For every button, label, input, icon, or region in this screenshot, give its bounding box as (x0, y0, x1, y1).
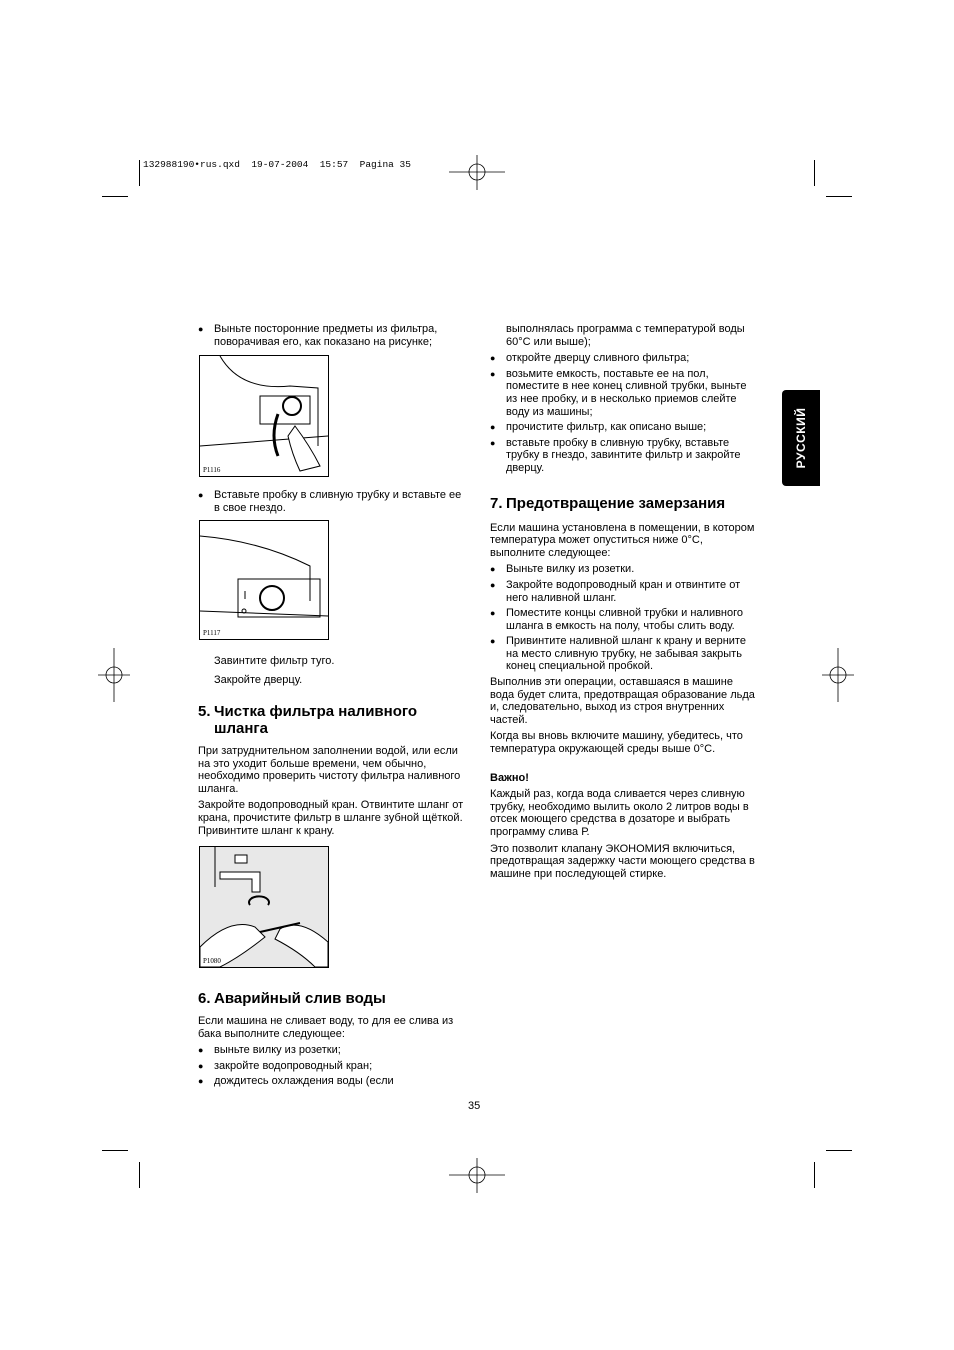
paragraph: Закройте дверцу. (214, 674, 303, 686)
section-title: шланга (214, 720, 269, 737)
list-item: ● откройте дверцу сливного фильтра; (490, 352, 760, 365)
list-item: ● Выньте посторонние предметы из фильтра, поворачивая его, как показано на рисунке; (198, 323, 466, 348)
paragraph: Если машина не сливает воду, то для ее слива из бака выполните следующее: (198, 1015, 454, 1040)
list-item: ● закройте водопроводный кран; (198, 1060, 466, 1073)
section-number: 5. (198, 703, 211, 720)
paragraph: Каждый раз, когда вода сливается через сливную трубку, необходимо вылить около 2 литров воды в отсек моющего средства в дозаторе и выбрать программу слива Р. (490, 788, 749, 838)
list-item: ● Привинтите наливной шланг к крану и верните на место сливную трубку, не забывая закрыть конец специальной пробкой. (490, 635, 760, 673)
paragraph: Это позволит клапану ЭКОНОМИЯ включиться, предотвращая задержку части моющего средства в машине при последующей стирке. (490, 842, 755, 880)
section-7-heading (490, 495, 760, 512)
paragraph: При затруднительном заполнении водой, или если на это уходит больше времени, чем обычно, необходимо проверить чистоту фильтра наливного шланга. (198, 745, 461, 795)
paragraph: Выполнив эти операции, оставшаяся в машине вода будет слита, предотвращая образование льда и, следовательно, выход из строя внутренних частей. (490, 676, 755, 726)
paragraph: Завинтите фильтр туго. (214, 655, 335, 667)
paragraph: Закройте водопроводный кран. Отвинтите шланг от крана, прочистите фильтр в шланге зубной щёткой. Привинтите шланг к крану. (198, 799, 464, 837)
right-column (490, 323, 760, 884)
important-heading: Важно! (490, 771, 529, 784)
figure-label: P1080 (203, 957, 221, 965)
language-tab-label: РУССКИЙ (794, 407, 808, 469)
figure-label: P1116 (203, 466, 221, 474)
list-item: ● Выньте вилку из розетки. (490, 563, 760, 576)
hose-cleaning-illustration (200, 847, 328, 967)
section-5 (198, 703, 466, 841)
print-slug: 132988190•rus.qxd 19-07-2004 15:57 Pagina 35 (143, 159, 411, 170)
list-item: ● прочистите фильтр, как описано выше; (490, 421, 760, 434)
list-item: ● возьмите емкость, поставьте ее на пол, поместите в нее конец сливной трубки, выньте из нее пробку, и в несколько приемов слейте воду из машины; (490, 368, 760, 418)
section-number: 7. (490, 494, 503, 512)
figure-label: P1117 (203, 629, 221, 637)
figure-plug-insert (199, 520, 329, 640)
list-item: ● дождитесь охлаждения воды (если (198, 1075, 466, 1088)
list-item: ● Вставьте пробку в сливную трубку и вставьте ее в свое гнездо. (198, 489, 466, 514)
section-6-heading (198, 990, 466, 1007)
paragraph: выполнялась программа с температурой воды 60°С или выше); (506, 323, 745, 348)
section-title: Предотвращение замерзания (506, 494, 726, 512)
section-6 (198, 990, 466, 1091)
left-column-top (198, 323, 466, 351)
section-number: 6. (198, 990, 211, 1007)
section-title: Чистка фильтра наливного (214, 703, 418, 720)
paragraph: Когда вы вновь включите машину, убедитесь, что температура окружающей среды выше 0°С. (490, 730, 743, 756)
section-5-heading (198, 703, 466, 737)
plug-insert-illustration (200, 521, 328, 639)
section-title: Аварийный слив воды (214, 990, 386, 1007)
page-number: 35 (468, 1100, 481, 1112)
filter-removal-illustration (200, 356, 328, 476)
language-tab (782, 390, 820, 486)
list-item: ● Закройте водопроводный кран и отвинтите от него наливной шланг. (490, 579, 760, 604)
list-item: ● вставьте пробку в сливную трубку, вставьте трубку в гнездо, завинтите фильтр и закройте дверцу. (490, 437, 760, 475)
figure-filter-removal (199, 355, 329, 477)
left-column-b2 (198, 489, 466, 517)
list-item: ● выньте вилку из розетки; (198, 1044, 466, 1057)
paragraph: Если машина установлена в помещении, в котором температура может опуститься ниже 0°С, выполните следующее: (490, 521, 755, 559)
left-column-after-fig2 (214, 654, 464, 692)
figure-hose-cleaning (199, 846, 329, 968)
list-item: ● Поместите концы сливной трубки и наливного шланга в емкость на полу, чтобы слить воду. (490, 607, 760, 632)
